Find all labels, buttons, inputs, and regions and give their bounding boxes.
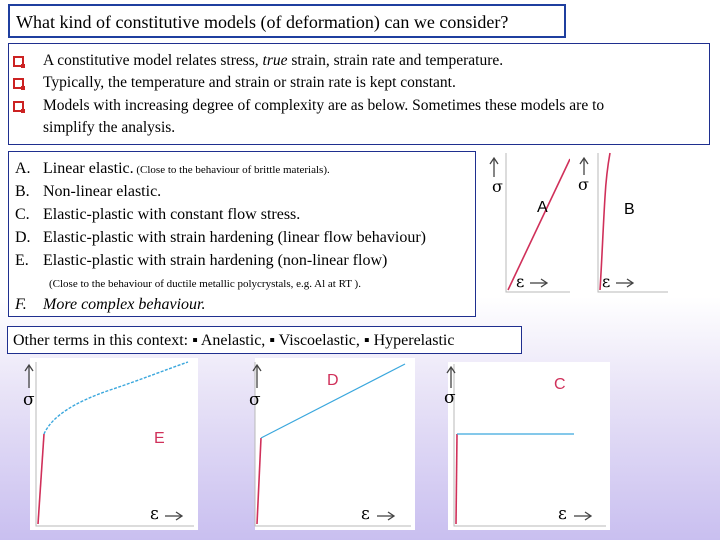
chart-e-svg (30, 358, 198, 530)
y-axis-label: σ (492, 177, 503, 196)
y-axis-label: σ (249, 390, 261, 410)
chart-c-label: C (554, 376, 566, 393)
chart-a-label: A (537, 199, 548, 216)
chart-d-label: D (327, 372, 339, 389)
chart-b (570, 149, 670, 296)
chart-e-label: E (154, 430, 165, 447)
model-item-d: D. Elastic-plastic with strain hardening (linear flow behaviour) (15, 229, 426, 246)
x-axis-label: ε (150, 504, 159, 524)
bullet-2: Typically, the temperature and strain or strain rate is kept constant. (43, 74, 456, 92)
other-terms-text: Other terms in this context: ▪ Anelastic, ▪ Viscoelastic, ▪ Hyperelastic (13, 332, 455, 349)
chart-a (480, 149, 574, 296)
x-axis-label: ε (516, 272, 525, 291)
chart-c-svg (448, 362, 610, 530)
x-axis-label: ε (558, 504, 567, 524)
x-axis-label: ε (361, 504, 370, 524)
nonlinear-elastic-curve (600, 153, 610, 290)
model-list-box (8, 151, 476, 317)
elastic-line (257, 438, 261, 524)
chart-c (444, 362, 610, 530)
bullet-square-icon (13, 78, 24, 89)
chart-e (23, 358, 198, 530)
intro-box (8, 43, 710, 145)
elastic-line (508, 159, 570, 290)
ductile-note: (Close to the behaviour of ductile metallic polycrystals, e.g. Al at RT ). (49, 278, 361, 290)
elastic-line (456, 434, 457, 524)
chart-d (249, 358, 415, 530)
model-item-f: F. More complex behaviour. (15, 296, 206, 313)
bullet-square-icon (13, 101, 24, 112)
model-item-a: A. Linear elastic. (Close to the behaviour of brittle materials). (15, 160, 330, 177)
elastic-line (38, 434, 44, 524)
model-item-b: B. Non-linear elastic. (15, 183, 162, 200)
model-item-e: E. Elastic-plastic with strain hardening (non-linear flow) (15, 252, 388, 269)
y-axis-label: σ (23, 390, 35, 410)
chart-b-label: B (624, 201, 635, 218)
chart-a-svg (480, 149, 574, 296)
chart-b-svg (570, 149, 670, 296)
page-title: What kind of constitutive models (of deformation) can we consider? (16, 12, 509, 32)
x-axis-label: ε (602, 272, 611, 291)
y-axis-label: σ (444, 388, 456, 408)
bullet-3: Models with increasing degree of complexity are as below. Sometimes these models are to (43, 97, 604, 115)
model-item-c: C. Elastic-plastic with constant flow stress. (15, 206, 301, 223)
other-terms-box (7, 326, 522, 354)
bullet-square-icon (13, 56, 24, 67)
y-axis-label: σ (578, 175, 589, 194)
nonlinear-hardening-curve (44, 362, 188, 434)
bullet-3-continuation: simplify the analysis. (43, 119, 176, 136)
title-box (8, 4, 566, 38)
bullet-1: A constitutive model relates stress, true strain, strain rate and temperature. (43, 52, 503, 70)
